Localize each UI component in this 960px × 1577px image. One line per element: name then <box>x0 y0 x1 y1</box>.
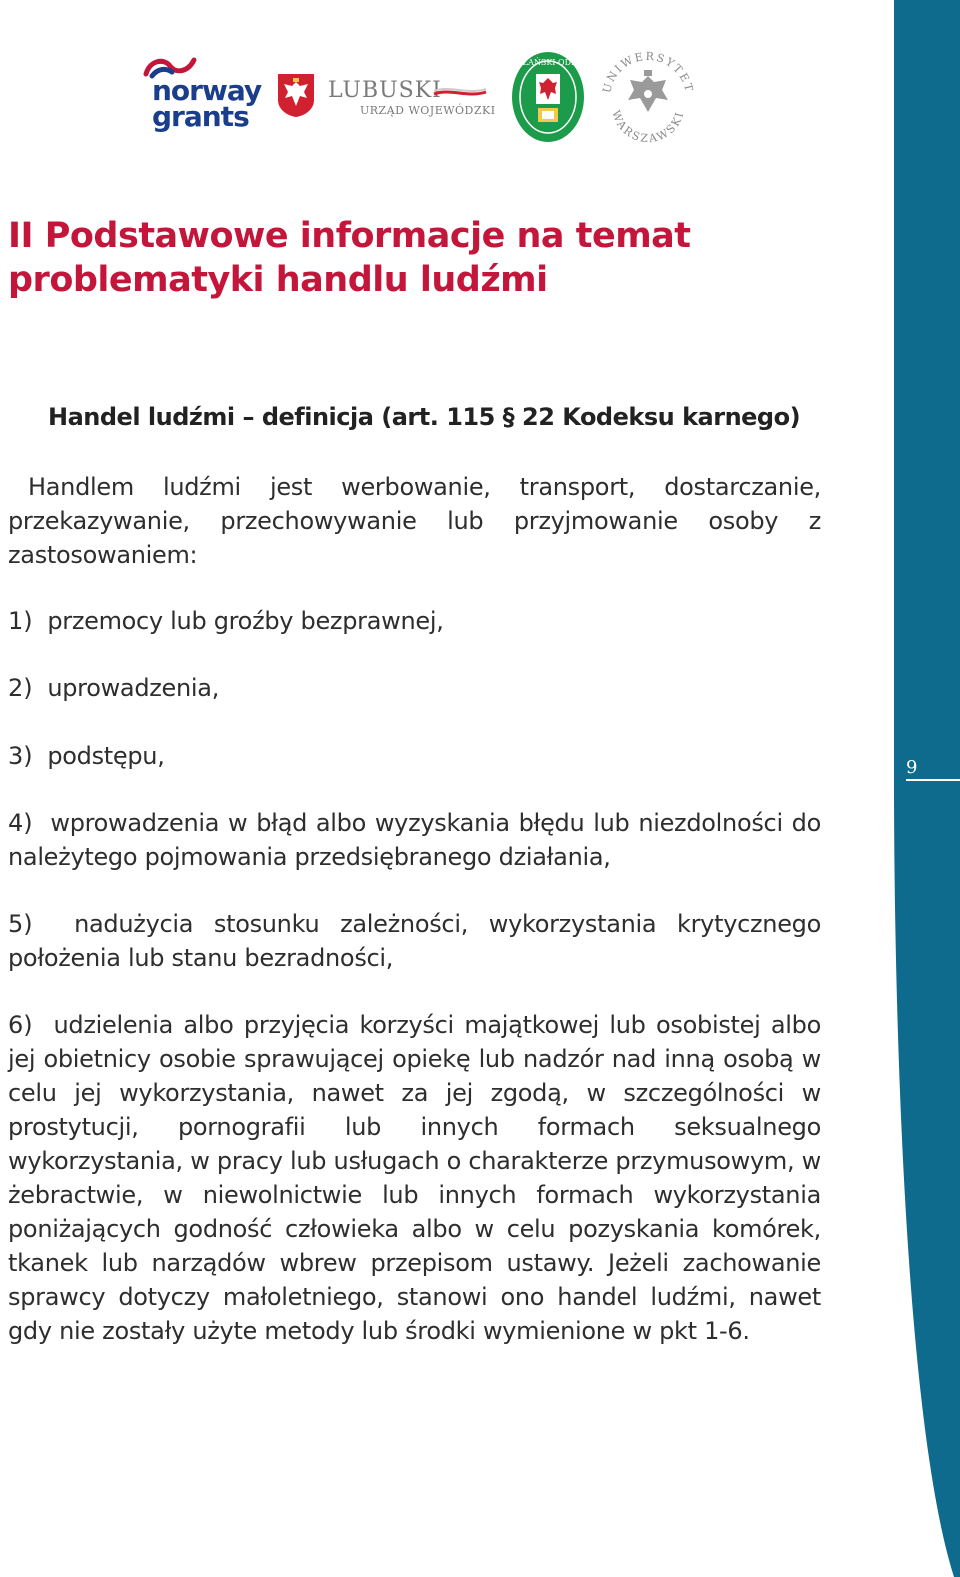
list-item-text: udzielenia albo przyjęcia korzyści majątkowej lub osobistej albo jej obietnicy osobie sprawującej opiekę lub nadzór nad inną osobą w celu jej wykorzystania, nawet za jej zgodą, w szczególności w prostytucji, pornografii lub innych formach seksualnego wykorzystania, w pracy lub usługach o charakterze przymusowym, w żebractwie, w niewolnictwie lub innych formach wykorzystania poniżających godność człowieka albo w celu pozyskania komórek, tkanek lub narządów wbrew przepisom ustawy. Jeżeli zachowanie sprawcy dotyczy małoletniego, stanowi ono handel ludźmi, nawet gdy nie zostały użyte metody lub środki wymienione w pkt 1-6. <box>8 1011 821 1345</box>
university-eagle-seal-icon <box>600 50 696 146</box>
list-item <box>8 907 821 975</box>
list-item <box>8 1008 821 1348</box>
side-band-shape <box>894 0 960 1577</box>
lubuski-logo <box>138 50 498 150</box>
list-item-text: nadużycia stosunku zależności, wykorzystania krytycznego położenia lub stanu bezradności, <box>8 910 821 972</box>
list-item <box>8 806 821 874</box>
lubuski-subtitle: URZĄD WOJEWÓDZKI <box>360 104 496 117</box>
chapter-title: II Podstawowe informacje na temat problematyki handlu ludźmi <box>8 216 691 300</box>
list-item-text: przemocy lub groźby bezprawnej, <box>47 607 444 635</box>
list-item-text: wprowadzenia w błąd albo wyzyskania błędu lub niezdolności do należytego pojmowania przedsiębranego działania, <box>8 809 821 871</box>
university-top-text: UNIWERSYTET <box>600 50 696 95</box>
list-item-text: uprowadzenia, <box>47 674 220 702</box>
list-item <box>8 671 821 705</box>
side-band <box>894 0 960 1577</box>
list-item-marker: 6) <box>8 1011 33 1039</box>
university-logo <box>600 50 696 146</box>
list-item-marker: 1) <box>8 607 33 635</box>
list-item-marker: 4) <box>8 809 33 837</box>
list-item <box>8 604 821 638</box>
border-guard-badge-icon <box>484 50 612 144</box>
list-item-text: podstępu, <box>47 742 165 770</box>
norway-grants-line2: grants <box>152 100 249 133</box>
list-item-marker: 3) <box>8 742 33 770</box>
list-item <box>8 739 821 773</box>
list-item-marker: 2) <box>8 674 33 702</box>
intro-paragraph: Handlem ludźmi jest werbowanie, transport, dostarczanie, przekazywanie, przechowywanie lub przyjmowanie osoby z zastosowaniem: <box>8 473 821 569</box>
section-title: Handel ludźmi – definicja (art. 115 § 22 Kodeksu karnego) <box>48 403 801 431</box>
norway-grants-line1: norway <box>152 74 262 107</box>
university-bottom-text: WARSZAWSKI <box>609 108 687 146</box>
border-guard-text: NADODRZAŃSKI ODDZIAŁ SG <box>484 58 612 67</box>
border-guard-logo <box>484 50 612 144</box>
page-number-rule <box>906 779 960 781</box>
lubuski-flag-icon <box>434 88 486 100</box>
page-number: 9 <box>906 757 918 778</box>
list-item-marker: 5) <box>8 910 33 938</box>
lubuski-title: LUBUSKI <box>328 78 442 103</box>
logo-row <box>138 50 698 150</box>
